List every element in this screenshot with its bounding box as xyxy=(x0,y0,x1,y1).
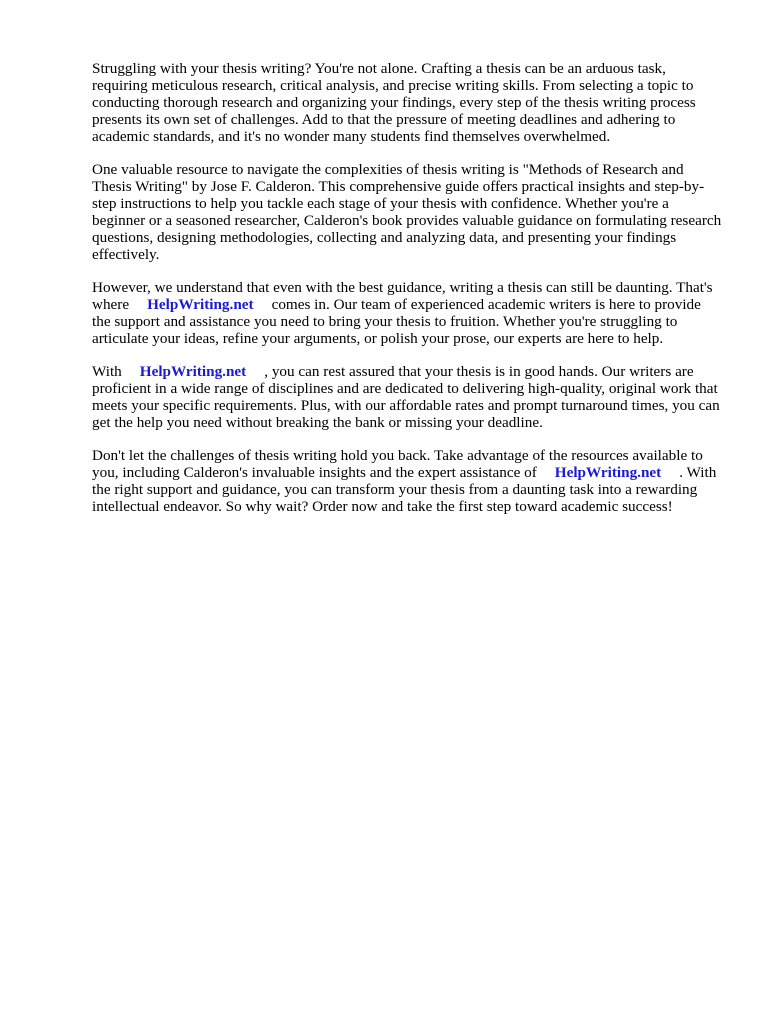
paragraph-text-before: Don't let the challenges of thesis writing hold you back. Take advantage of the resources available to you, including Calderon's invaluable insights and the expert assistance of xyxy=(92,447,703,481)
paragraph-intro xyxy=(92,60,722,145)
helpwriting-link[interactable]: HelpWriting.net xyxy=(554,464,662,481)
helpwriting-link[interactable]: HelpWriting.net xyxy=(139,363,247,380)
paragraph-helpwriting-intro xyxy=(92,279,722,347)
document-body xyxy=(92,60,722,531)
paragraph-text-before: With xyxy=(92,363,122,380)
paragraph-resource xyxy=(92,161,722,263)
paragraph-assurance xyxy=(92,363,722,431)
paragraph-text-after: comes in. Our team of experienced academic writers is here to provide the support and assistance you need to bring your thesis to fruition. Whether you're struggling to articulate your ideas, refine your arguments, or polish your prose, our experts are here to help. xyxy=(92,296,701,347)
paragraph-text-before: However, we understand that even with the best guidance, writing a thesis can still be daunting. That's where xyxy=(92,279,713,313)
paragraph-text: One valuable resource to navigate the complexities of thesis writing is "Methods of Research and Thesis Writing" by Jose F. Calderon. This comprehensive guide offers practical insights and step-by-step instructions to help you tackle each stage of your thesis with confidence. Whether you're a beginner or a seasoned researcher, Calderon's book provides valuable guidance on formulating research questions, designing methodologies, collecting and analyzing data, and presenting your findings effectively. xyxy=(92,161,722,263)
paragraph-text-after: , you can rest assured that your thesis is in good hands. Our writers are proficient in a wide range of disciplines and are dedicated to delivering high-quality, original work that meets your specific requirements. Plus, with our affordable rates and prompt turnaround times, you can get the help you need without breaking the bank or missing your deadline. xyxy=(92,363,720,431)
paragraph-text-after: . With the right support and guidance, you can transform your thesis from a daunting task into a rewarding intellectual endeavor. So why wait? Order now and take the first step toward academic success! xyxy=(92,464,717,515)
helpwriting-link[interactable]: HelpWriting.net xyxy=(147,296,254,313)
paragraph-closing xyxy=(92,447,722,515)
paragraph-text: Struggling with your thesis writing? You're not alone. Crafting a thesis can be an arduous task, requiring meticulous research, critical analysis, and precise writing skills. From selecting a topic to conducting thorough research and organizing your findings, every step of the thesis writing process presents its own set of challenges. Add to that the pressure of meeting deadlines and adhering to academic standards, and it's no wonder many students find themselves overwhelmed. xyxy=(92,60,696,145)
